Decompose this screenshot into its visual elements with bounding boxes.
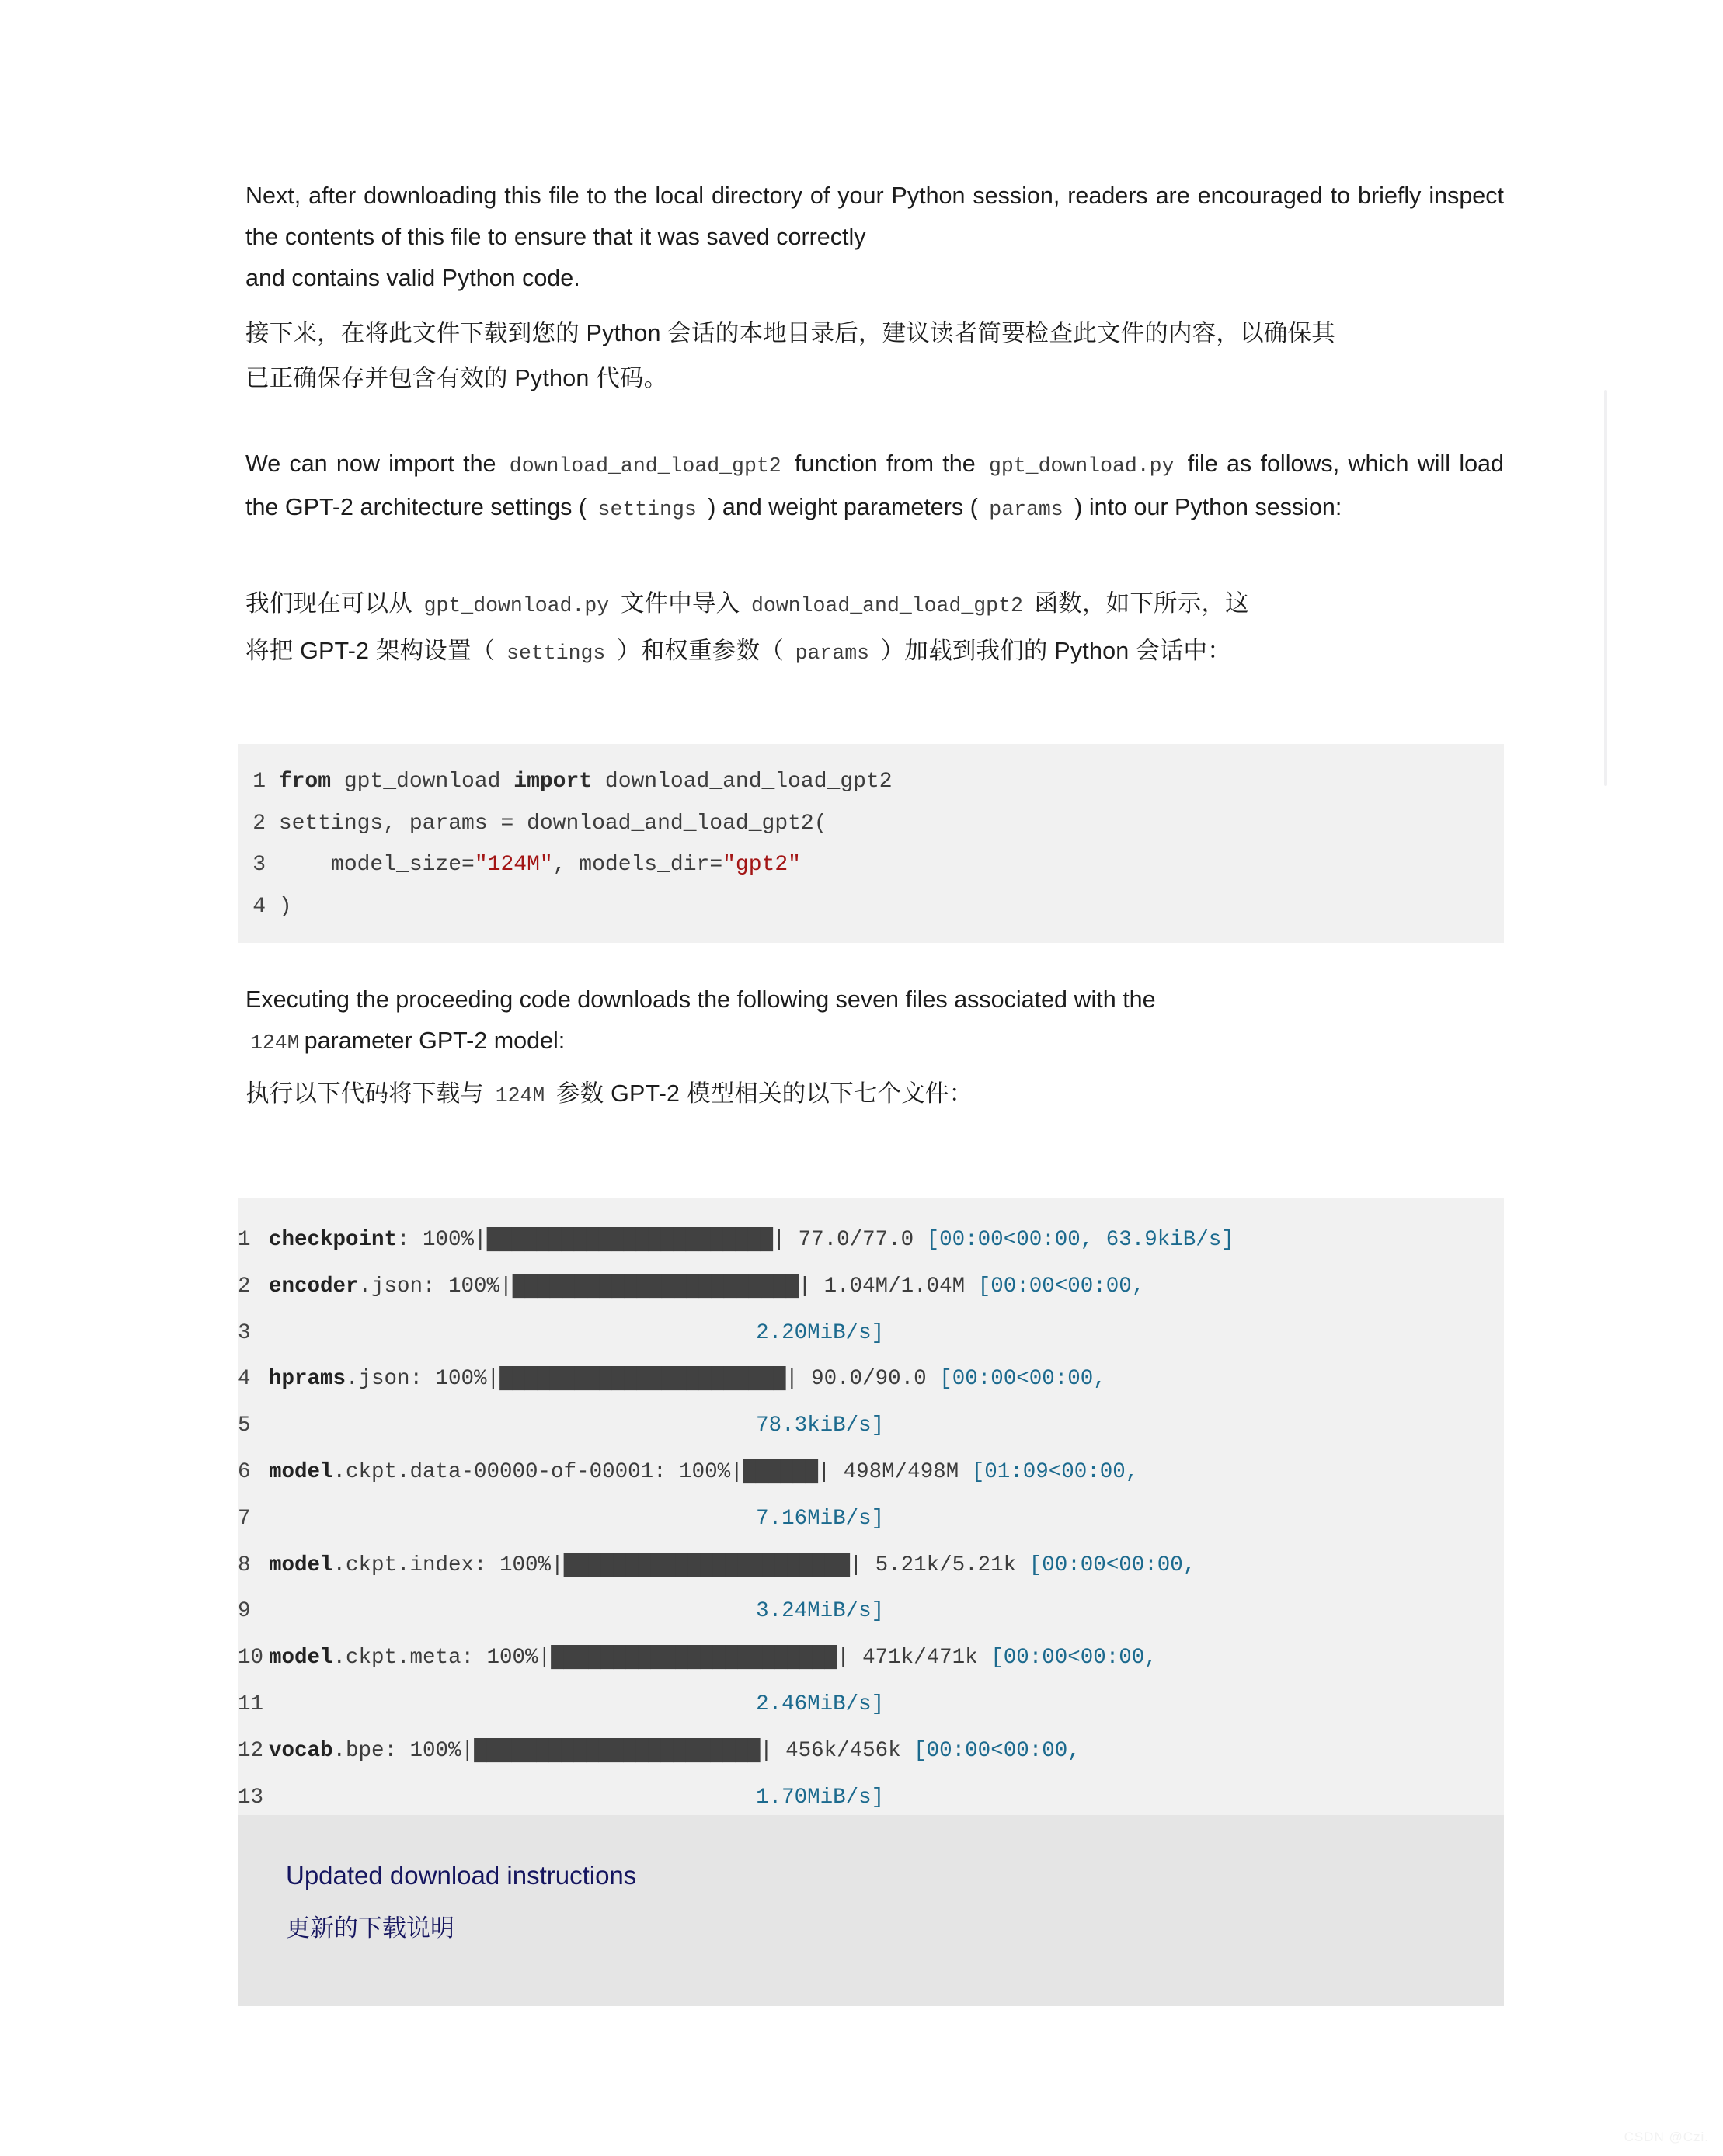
inline-code-download-and-load-gpt2-zh: download_and_load_gpt2 — [751, 594, 1023, 617]
output-timing: [00:00<00:00, — [977, 1274, 1145, 1299]
output-filename: model — [269, 1646, 333, 1671]
output-timing: [00:00<00:00, 63.9kiB/s] — [926, 1228, 1234, 1252]
code-token: from — [278, 770, 344, 794]
output-size: 471k/471k — [862, 1646, 991, 1671]
output-line-number: 12 — [238, 1738, 264, 1763]
code-line-number: 1 — [252, 770, 266, 794]
output-line — [238, 1775, 1504, 1821]
code-line — [238, 761, 1504, 803]
paragraph-exec-en-seg2: parameter GPT-2 model: — [304, 1028, 566, 1054]
output-line — [238, 1449, 1504, 1496]
paragraph-import-zh-seg5: ）和权重参数（ — [617, 638, 784, 664]
paragraph-intro-en-line3: and contains valid Python code. — [245, 265, 580, 291]
output-timing: [00:00<00:00, — [1029, 1553, 1196, 1577]
paragraph-import-zh-seg3: 函数，如下所示，这 — [1034, 590, 1249, 617]
output-filename: encoder — [269, 1274, 359, 1299]
inline-code-params-zh: params — [795, 642, 870, 665]
output-line-number: 13 — [238, 1785, 264, 1810]
output-line — [238, 1403, 1504, 1449]
output-percent: : 100%| — [474, 1553, 564, 1577]
paragraph-import-en-seg3: file as follows, which will load the GPT-2 architecture settings ( — [245, 450, 1504, 520]
paragraph-exec-en-line2 — [245, 1021, 1504, 1064]
progress-bar: ███████████████████████ — [563, 1553, 850, 1577]
output-size: 456k/456k — [785, 1738, 914, 1763]
progress-bar: ███████████████████████ — [551, 1646, 837, 1671]
output-filename: vocab — [269, 1738, 333, 1763]
output-size: 1.04M/1.04M — [823, 1274, 978, 1299]
output-timing: [01:09<00:00, — [971, 1459, 1139, 1484]
output-line — [238, 1542, 1504, 1589]
output-line — [238, 1588, 1504, 1635]
output-line — [238, 1728, 1504, 1775]
code-token: model_size= — [278, 853, 475, 877]
code-line-number: 2 — [252, 811, 266, 836]
progress-bar-close: | — [772, 1228, 799, 1252]
output-line-number: 7 — [238, 1506, 251, 1531]
code-token: , models_dir= — [552, 853, 723, 877]
output-size: 77.0/77.0 — [798, 1228, 927, 1252]
output-rate: 1.70MiB/s] — [756, 1785, 885, 1810]
paragraph-import-zh-seg4: 将把 GPT-2 架构设置（ — [245, 638, 496, 664]
inline-code-settings-zh: settings — [506, 642, 606, 665]
progress-bar-close: | — [798, 1274, 824, 1299]
output-rate: 2.20MiB/s] — [756, 1320, 885, 1345]
paragraph-intro-zh-line2: 已正确保存并包含有效的 Python 代码。 — [245, 365, 668, 391]
output-line-number: 9 — [238, 1599, 251, 1624]
progress-bar-close: | — [817, 1459, 844, 1484]
output-line-number: 5 — [238, 1414, 251, 1438]
paragraph-import-zh-seg2: 文件中导入 — [620, 590, 740, 617]
output-file-extension: .ckpt.data-00000-of-00001 — [332, 1459, 654, 1484]
progress-bar: ███████████████████████ — [486, 1228, 773, 1252]
inline-code-124m-zh: 124M — [495, 1084, 545, 1108]
output-continuation-indent — [269, 1692, 756, 1716]
code-line-number: 3 — [252, 853, 266, 877]
output-percent: : 100%| — [384, 1738, 475, 1763]
code-token: gpt_download — [343, 770, 514, 794]
paragraph-exec-en-line1: Executing the proceeding code downloads the following seven files associated with the — [245, 986, 1156, 1013]
output-file-extension: .json — [358, 1274, 423, 1299]
output-timing: [00:00<00:00, — [914, 1738, 1081, 1763]
paragraph-intro-en-line2: encouraged to briefly inspect the contents of this file to ensure that it was saved correctly — [245, 183, 1504, 250]
paragraph-intro-zh — [245, 311, 1504, 401]
output-size: 90.0/90.0 — [811, 1367, 940, 1392]
inline-code-download-and-load-gpt2: download_and_load_gpt2 — [509, 454, 781, 478]
progress-bar-close: | — [837, 1646, 863, 1671]
output-line-number: 3 — [238, 1320, 251, 1345]
code-token: "gpt2" — [722, 853, 801, 877]
output-timing: [00:00<00:00, — [990, 1646, 1157, 1671]
output-percent: : 100%| — [397, 1228, 487, 1252]
output-line — [238, 1681, 1504, 1728]
output-filename: hprams — [269, 1367, 346, 1392]
progress-bar: ██████ — [743, 1459, 818, 1484]
output-rate: 78.3kiB/s] — [756, 1414, 885, 1438]
output-continuation-indent — [269, 1786, 756, 1810]
paragraph-intro-zh-line1: 接下来，在将此文件下载到您的 Python 会话的本地目录后，建议读者简要检查此文件的内容，以确保其 — [245, 320, 1335, 346]
output-line-number: 4 — [238, 1367, 251, 1392]
download-output-block — [238, 1198, 1504, 1841]
paragraph-intro-en — [245, 176, 1504, 299]
output-percent: : 100%| — [409, 1367, 500, 1392]
paragraph-import-en-seg1: We can now import the — [245, 450, 496, 477]
output-filename: model — [269, 1553, 333, 1577]
output-line — [238, 1496, 1504, 1542]
paragraph-exec-zh — [245, 1071, 1504, 1118]
output-line-number: 11 — [238, 1692, 264, 1716]
updated-download-instructions-callout — [238, 1815, 1504, 2006]
output-line-number: 6 — [238, 1459, 251, 1484]
output-line-number: 2 — [238, 1274, 251, 1299]
output-rate: 2.46MiB/s] — [756, 1692, 885, 1716]
paragraph-exec-en — [245, 979, 1504, 1064]
paragraph-import-zh-seg1: 我们现在可以从 — [245, 590, 412, 617]
output-size: 5.21k/5.21k — [875, 1553, 1029, 1577]
output-line — [238, 1356, 1504, 1403]
csdn-watermark: CSDN @Czi. — [1624, 2130, 1709, 2144]
inline-code-124m: 124M — [250, 1031, 300, 1055]
inline-code-gpt-download-py: gpt_download.py — [988, 454, 1175, 478]
output-line-number: 10 — [238, 1646, 264, 1671]
output-continuation-indent — [269, 1321, 756, 1345]
output-line — [238, 1217, 1504, 1264]
progress-bar-close: | — [785, 1367, 812, 1392]
output-continuation-indent — [269, 1414, 756, 1438]
output-filename: checkpoint — [269, 1228, 398, 1252]
output-continuation-indent — [269, 1599, 756, 1623]
progress-bar: ███████████████████████ — [499, 1367, 786, 1392]
code-token: import — [513, 770, 605, 794]
output-continuation-indent — [269, 1507, 756, 1531]
output-percent: : 100%| — [423, 1274, 513, 1299]
paragraph-import-zh-seg6: ）加载到我们的 Python 会话中： — [880, 638, 1231, 664]
paragraph-import-en-seg4: ) and weight — [708, 494, 837, 520]
paragraph-exec-zh-seg1: 执行以下代码将下载与 — [245, 1080, 484, 1107]
code-token: "124M" — [474, 853, 553, 877]
paragraph-import-en-seg5: parameters ( — [843, 494, 978, 520]
progress-bar-close: | — [849, 1553, 875, 1577]
paragraph-import-en-seg2: function from the — [794, 450, 976, 477]
callout-subtitle[interactable]: 更新的下载说明 — [286, 1914, 454, 1942]
output-timing: [00:00<00:00, — [939, 1367, 1106, 1392]
paragraph-exec-zh-seg2: 参数 GPT-2 模型相关的以下七个文件： — [556, 1080, 973, 1107]
output-rate: 7.16MiB/s] — [756, 1506, 885, 1531]
code-token: download_and_load_gpt2 — [604, 770, 893, 794]
callout-title[interactable]: Updated download instructions — [286, 1861, 637, 1890]
output-file-extension: .ckpt.meta — [332, 1646, 461, 1671]
output-size: 498M/498M — [843, 1459, 972, 1484]
output-file-extension: .ckpt.index — [332, 1553, 475, 1577]
output-file-extension: .bpe — [332, 1738, 385, 1763]
output-filename: model — [269, 1459, 333, 1484]
paragraph-import-zh — [245, 581, 1504, 676]
output-line-number: 1 — [238, 1228, 251, 1252]
output-line — [238, 1310, 1504, 1357]
output-percent: : 100%| — [461, 1646, 552, 1671]
progress-bar: ███████████████████████ — [474, 1738, 761, 1763]
progress-bar-close: | — [760, 1738, 786, 1763]
inline-code-settings: settings — [597, 498, 697, 521]
inline-code-gpt-download-py-zh: gpt_download.py — [423, 594, 610, 617]
python-code-block — [238, 744, 1504, 943]
output-file-extension: .json — [346, 1367, 410, 1392]
code-line — [238, 844, 1504, 886]
code-line-number: 4 — [252, 894, 266, 919]
code-token: ) — [278, 894, 292, 919]
paragraph-intro-en-line1: Next, after downloading this file to the local directory of your Python session, readers are — [245, 183, 1190, 209]
paragraph-import-en-seg6: ) into our Python session: — [1074, 494, 1342, 520]
code-line — [238, 886, 1504, 928]
output-percent: : 100%| — [653, 1459, 743, 1484]
output-line — [238, 1264, 1504, 1310]
output-line — [238, 1635, 1504, 1681]
paragraph-import-en — [245, 443, 1504, 530]
progress-bar: ███████████████████████ — [512, 1274, 799, 1299]
vertical-scrollbar-track[interactable] — [1604, 390, 1607, 786]
code-line — [238, 803, 1504, 845]
output-rate: 3.24MiB/s] — [756, 1599, 885, 1624]
code-token: settings, params = download_and_load_gpt2( — [278, 811, 827, 836]
inline-code-params: params — [989, 498, 1063, 521]
output-line-number: 8 — [238, 1553, 251, 1577]
